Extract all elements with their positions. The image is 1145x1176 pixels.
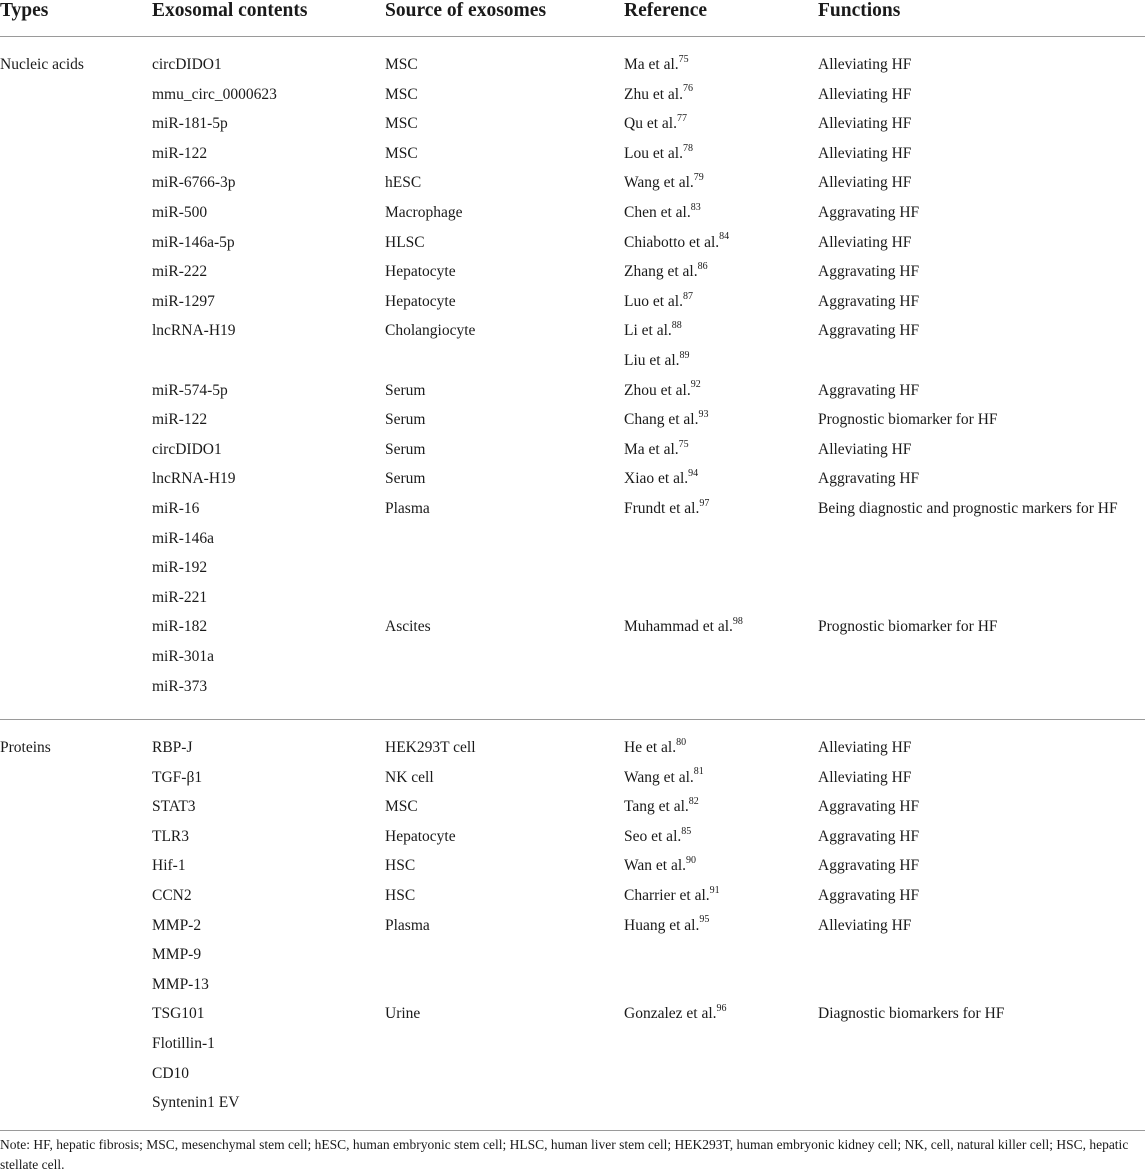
- header-rule: [0, 36, 1145, 37]
- source-cell: Urine: [385, 1005, 421, 1023]
- reference-text: He et al.: [624, 739, 677, 756]
- reference-cell: [624, 470, 698, 488]
- reference-text: Ma et al.: [624, 440, 679, 458]
- reference-number: 97: [699, 497, 710, 509]
- reference-number: 90: [686, 855, 697, 867]
- reference-text: Ma et al.: [624, 56, 679, 73]
- content-cell: miR-181-5p: [152, 115, 228, 133]
- reference-number: 95: [699, 914, 710, 926]
- reference-number: 78: [682, 142, 693, 154]
- source-cell: Plasma: [385, 916, 430, 934]
- reference-cell: [624, 83, 693, 104]
- reference-cell: [624, 1005, 727, 1023]
- func-cell: Alleviating HF: [818, 768, 912, 786]
- func-cell: Alleviating HF: [818, 739, 912, 756]
- func-cell: Alleviating HF: [818, 85, 912, 103]
- reference-text: Chiabotto et al.: [624, 233, 720, 251]
- reference-cell: [624, 174, 704, 192]
- reference-cell: [624, 411, 708, 429]
- func-cell: Alleviating HF: [818, 440, 912, 458]
- content-cell: CD10: [152, 1064, 190, 1082]
- source-cell: HSC: [385, 857, 416, 875]
- func-cell: Aggravating HF: [818, 322, 920, 340]
- reference-number: 93: [698, 409, 709, 421]
- content-cell: MMP-2: [152, 916, 202, 934]
- reference-number: 75: [678, 438, 689, 450]
- reference-text: Wang et al.: [624, 174, 694, 192]
- reference-text: Gonzalez et al.: [624, 1005, 717, 1023]
- reference-text: Chen et al.: [624, 204, 691, 221]
- content-cell: MMP-13: [152, 975, 209, 993]
- content-cell: miR-301a: [152, 648, 214, 665]
- reference-text: Frundt et al.: [624, 500, 700, 517]
- content-cell: miR-146a: [152, 529, 214, 547]
- source-cell: Serum: [385, 411, 426, 429]
- reference-cell: [624, 263, 708, 281]
- source-cell: MSC: [385, 115, 418, 133]
- header-source: Source of exosomes: [385, 0, 547, 21]
- source-cell: Serum: [385, 470, 426, 488]
- func-cell: Prognostic biomarker for HF: [818, 618, 998, 636]
- reference-number: 87: [682, 290, 693, 302]
- group-rule: [0, 719, 1145, 720]
- header-exosomal-contents: Exosomal contents: [152, 0, 308, 21]
- func-cell: Alleviating HF: [818, 233, 912, 251]
- reference-cell: [624, 914, 710, 935]
- source-cell: MSC: [385, 56, 418, 73]
- reference-cell: [624, 497, 710, 518]
- func-cell: Aggravating HF: [818, 381, 920, 399]
- header-functions: Functions: [818, 0, 901, 21]
- source-cell: MSC: [385, 85, 418, 103]
- reference-text: Charrier et al.: [624, 887, 710, 904]
- reference-number: 96: [716, 1003, 727, 1015]
- reference-number: 77: [676, 113, 687, 125]
- reference-text: Li et al.: [624, 322, 672, 340]
- reference-cell: [624, 231, 730, 252]
- reference-text: Huang et al.: [624, 916, 700, 934]
- content-cell: TGF-β1: [152, 768, 203, 786]
- table-header: [0, 0, 1145, 40]
- reference-cell: [624, 438, 689, 459]
- content-cell: miR-221: [152, 588, 208, 606]
- reference-number: 80: [676, 736, 687, 748]
- reference-cell: [624, 857, 696, 875]
- reference-number: 98: [732, 616, 743, 628]
- content-cell: miR-373: [152, 677, 208, 695]
- content-cell: miR-16: [152, 500, 200, 517]
- reference-number: 75: [678, 53, 689, 65]
- content-cell: miR-1297: [152, 292, 215, 310]
- content-cell: miR-146a-5p: [152, 233, 235, 251]
- source-cell: HEK293T cell: [385, 739, 476, 756]
- source-cell: MSC: [385, 798, 418, 816]
- content-cell: circDIDO1: [152, 56, 222, 73]
- reference-cell: [624, 322, 682, 340]
- func-cell: Aggravating HF: [818, 263, 920, 281]
- func-cell: Alleviating HF: [818, 174, 912, 192]
- reference-number: 85: [681, 825, 692, 837]
- reference-text: Liu et al.: [624, 352, 680, 369]
- reference-text: Lou et al.: [624, 144, 683, 162]
- reference-cell: [624, 349, 690, 370]
- content-cell: miR-222: [152, 263, 208, 281]
- content-cell: circDIDO1: [152, 440, 222, 458]
- reference-cell: [624, 53, 689, 74]
- source-cell: Hepatocyte: [385, 827, 456, 845]
- reference-cell: [624, 825, 692, 846]
- source-cell: Cholangiocyte: [385, 322, 476, 340]
- reference-cell: [624, 115, 687, 133]
- reference-cell: [624, 379, 701, 400]
- content-cell: RBP-J: [152, 739, 193, 756]
- source-cell: Serum: [385, 381, 426, 399]
- reference-text: Luo et al.: [624, 292, 683, 310]
- source-cell: Hepatocyte: [385, 292, 456, 310]
- source-cell: Macrophage: [385, 204, 463, 221]
- func-cell: Aggravating HF: [818, 887, 920, 904]
- reference-number: 76: [682, 83, 693, 95]
- group-rule: [0, 1130, 1145, 1131]
- content-cell: Syntenin1 EV: [152, 1094, 240, 1112]
- content-cell: TSG101: [152, 1005, 205, 1023]
- func-cell: Aggravating HF: [818, 204, 920, 221]
- content-cell: miR-574-5p: [152, 381, 228, 399]
- reference-cell: [624, 798, 699, 816]
- content-cell: STAT3: [152, 798, 196, 816]
- reference-number: 84: [719, 231, 730, 243]
- header-reference: Reference: [624, 0, 707, 21]
- reference-text: Xiao et al.: [624, 470, 689, 488]
- reference-cell: [624, 201, 701, 222]
- reference-text: Tang et al.: [624, 798, 689, 816]
- func-cell: Aggravating HF: [818, 857, 920, 875]
- func-cell: Aggravating HF: [818, 470, 920, 488]
- content-cell: lncRNA-H19: [152, 322, 236, 340]
- func-cell: Aggravating HF: [818, 798, 920, 816]
- reference-number: 83: [690, 201, 701, 213]
- reference-number: 86: [697, 261, 708, 273]
- reference-text: Wan et al.: [624, 857, 687, 875]
- content-cell: Hif-1: [152, 857, 186, 875]
- func-cell: Alleviating HF: [818, 56, 912, 73]
- content-cell: miR-6766-3p: [152, 174, 236, 192]
- content-cell: miR-500: [152, 204, 208, 221]
- reference-number: 92: [690, 379, 701, 391]
- content-cell: miR-122: [152, 144, 208, 162]
- reference-text: Zhu et al.: [624, 85, 683, 103]
- func-cell: Alleviating HF: [818, 144, 912, 162]
- func-cell: Alleviating HF: [818, 916, 912, 934]
- table-note: Note: HF, hepatic fibrosis; MSC, mesenchymal stem cell; hESC, human embryonic stem cell; HLSC, human liver stem cell; HEK293T, human embryonic kidney cell; NK, cell, natural killer cell; HSC, hepatic stellate cell.: [0, 1137, 1129, 1172]
- reference-number: 79: [693, 172, 704, 184]
- content-cell: miR-122: [152, 411, 208, 429]
- func-cell: Aggravating HF: [818, 827, 920, 845]
- func-cell: Aggravating HF: [818, 292, 920, 310]
- reference-cell: [624, 618, 743, 636]
- reference-cell: [624, 884, 720, 905]
- reference-number: 82: [688, 796, 699, 808]
- func-cell: Prognostic biomarker for HF: [818, 411, 998, 429]
- header-types: Types: [0, 0, 49, 21]
- reference-number: 91: [709, 884, 720, 896]
- func-cell: Diagnostic biomarkers for HF: [818, 1005, 1005, 1023]
- content-cell: MMP-9: [152, 946, 202, 964]
- reference-text: Qu et al.: [624, 115, 677, 133]
- reference-number: 89: [679, 349, 690, 361]
- source-cell: hESC: [385, 174, 422, 192]
- reference-text: Zhang et al.: [624, 263, 698, 281]
- reference-cell: [624, 736, 687, 757]
- source-cell: Serum: [385, 440, 426, 458]
- reference-text: Wang et al.: [624, 768, 694, 786]
- reference-number: 88: [671, 320, 682, 332]
- source-cell: HLSC: [385, 233, 425, 251]
- reference-text: Chang et al.: [624, 411, 699, 429]
- source-cell: Plasma: [385, 500, 430, 517]
- reference-text: Zhou et al.: [624, 381, 691, 399]
- reference-cell: [624, 766, 704, 787]
- func-cell: Alleviating HF: [818, 115, 912, 133]
- reference-number: 81: [693, 766, 704, 778]
- group-type-label: Proteins: [0, 739, 51, 756]
- func-cell: Being diagnostic and prognostic markers for HF: [818, 500, 1118, 517]
- source-cell: HSC: [385, 887, 416, 904]
- content-cell: CCN2: [152, 887, 192, 904]
- source-cell: NK cell: [385, 768, 434, 786]
- reference-cell: [624, 142, 693, 163]
- content-cell: TLR3: [152, 827, 190, 845]
- source-cell: Hepatocyte: [385, 263, 456, 281]
- content-cell: miR-182: [152, 618, 208, 636]
- source-cell: Ascites: [385, 618, 431, 636]
- reference-cell: [624, 290, 693, 311]
- reference-text: Muhammad et al.: [624, 618, 733, 636]
- source-cell: MSC: [385, 144, 418, 162]
- content-cell: miR-192: [152, 559, 208, 577]
- content-cell: lncRNA-H19: [152, 470, 236, 488]
- content-cell: Flotillin-1: [152, 1035, 215, 1052]
- reference-number: 94: [688, 468, 699, 480]
- content-cell: mmu_circ_0000623: [152, 85, 277, 103]
- group-type-label: Nucleic acids: [0, 56, 84, 73]
- reference-text: Seo et al.: [624, 827, 682, 845]
